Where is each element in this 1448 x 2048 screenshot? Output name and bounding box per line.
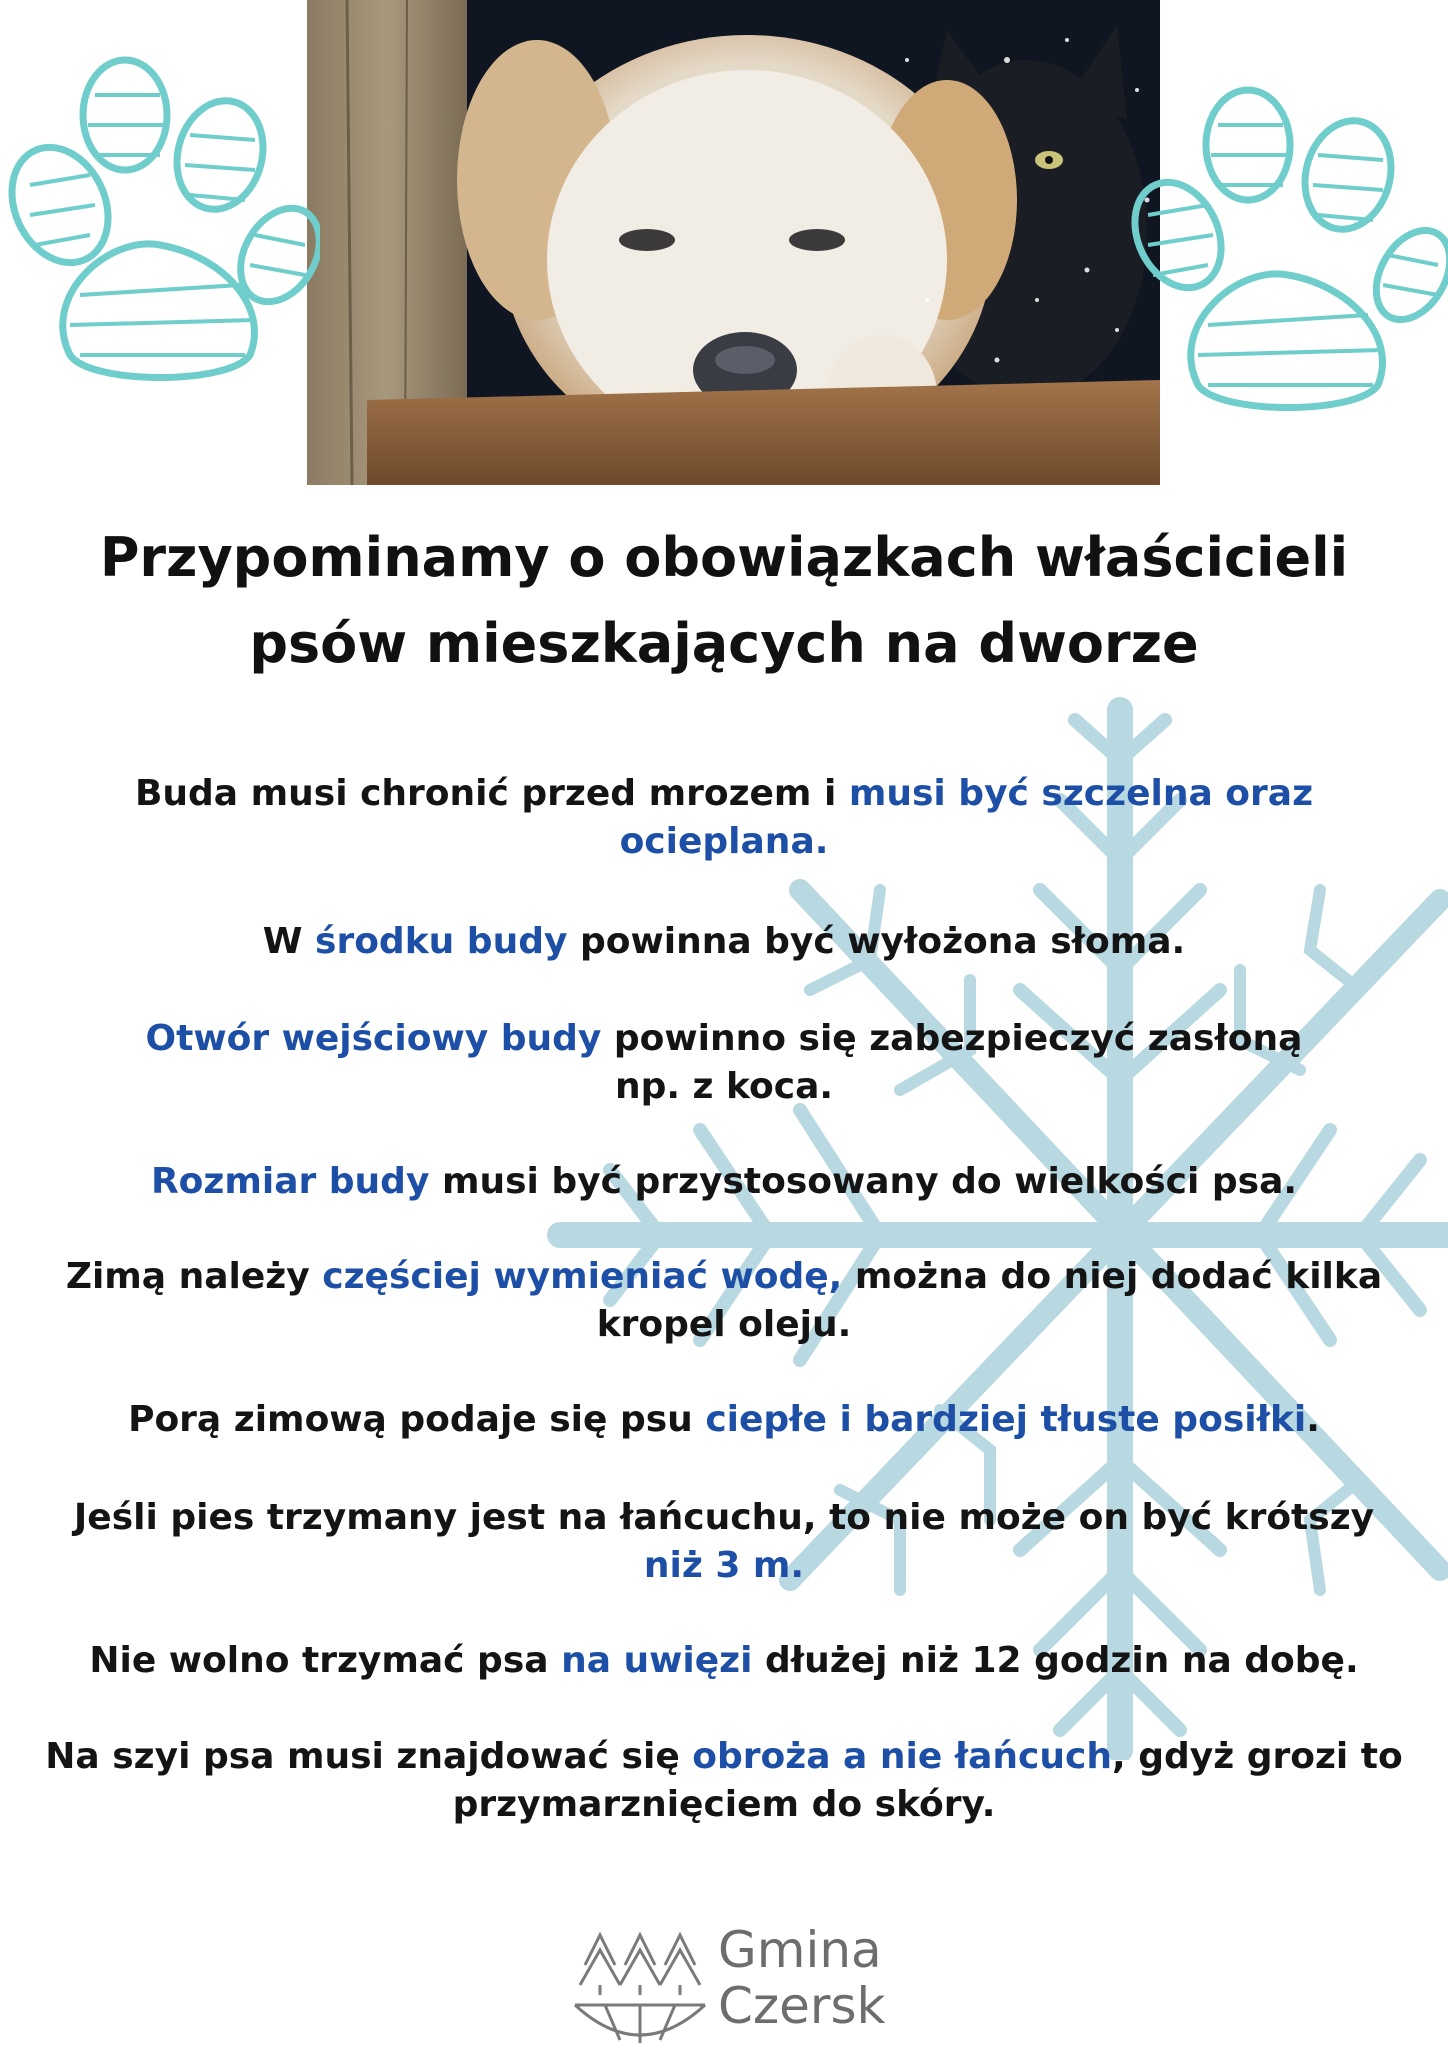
paragraph-tether: Nie wolno trzymać psa na uwięzi dłużej niż 12 godzin na dobę. bbox=[89, 1640, 1359, 1681]
paragraph-water: Zimą należy częściej wymieniać wodę, można do niej dodać kilka kropel oleju. bbox=[65, 1256, 1383, 1345]
title-line-1: Przypominamy o obowiązkach właścicieli bbox=[99, 526, 1349, 589]
paw-print-icon bbox=[0, 55, 320, 385]
paragraph-chain: Jeśli pies trzymany jest na łańcuchu, to nie może on być krótszy niż 3 m. bbox=[73, 1497, 1375, 1586]
paragraph-entrance: Otwór wejściowy budy powinno się zabezpieczyć zasłoną np. z koca. bbox=[145, 1018, 1303, 1107]
paragraph-collar: Na szyi psa musi znajdować się obroża a nie łańcuch, gdyż grozi to przymarznięciem do skóry. bbox=[45, 1736, 1403, 1825]
paragraph-size: Rozmiar budy musi być przystosowany do wielkości psa. bbox=[150, 1161, 1298, 1202]
title-line-2: psów mieszkających na dworze bbox=[249, 612, 1199, 675]
paragraph-straw: W środku budy powinna być wyłożona słoma. bbox=[262, 921, 1186, 962]
page-title bbox=[40, 515, 1408, 687]
municipality-name: Gmina Czersk bbox=[718, 1921, 886, 2035]
paw-print-icon bbox=[1128, 85, 1448, 415]
dog-photo bbox=[307, 0, 1160, 485]
paragraph-food: Porą zimową podaje się psu ciepłe i bardziej tłuste posiłki. bbox=[128, 1399, 1320, 1440]
paragraph-insulation: Buda musi chronić przed mrozem i musi być szczelna oraz ocieplana. bbox=[134, 773, 1314, 862]
